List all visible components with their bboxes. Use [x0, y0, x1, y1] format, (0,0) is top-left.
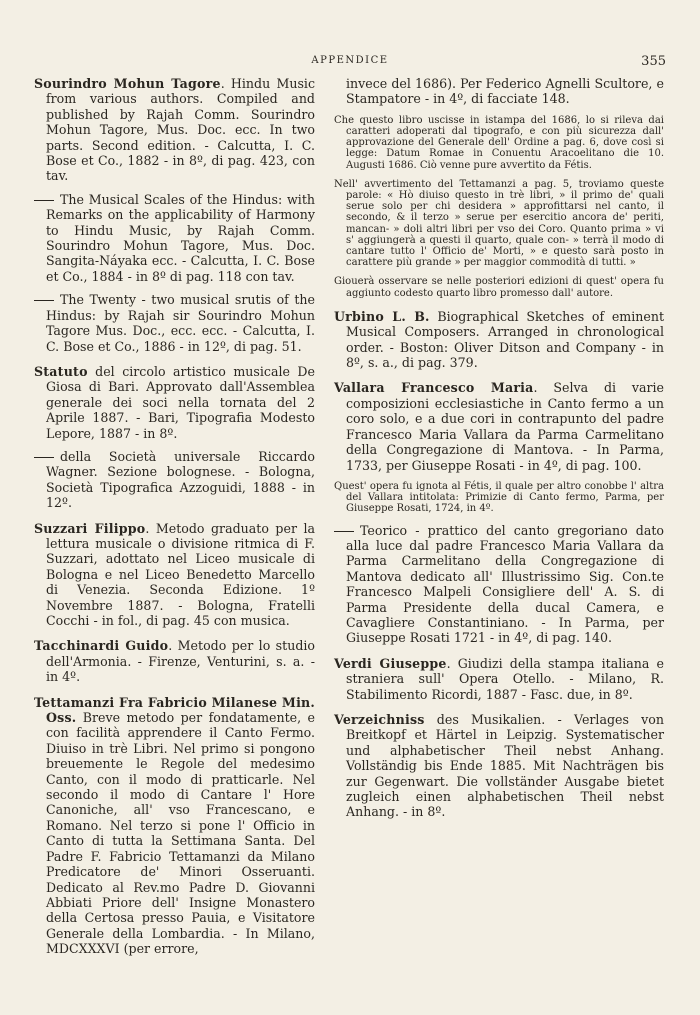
entry-tagore-hindu-music: [34, 76, 315, 184]
entry-text: The Twenty - two musical srutis of the Hindus: by Rajah sir Sourindro Mohun Tagore Mus. Doc., ecc. ecc. - Calcutta, I. C. Bose et Co., 1886 - in 12º, di pag. 51.: [46, 292, 315, 354]
entry-text: del circolo artistico musicale De Giosa di Bari. Approvato dall'Assemblea generale dei soci nella tornata del 2 Aprile 1887. - Bari, Tipografia Modesto Lepore, 1887 - in 8º.: [46, 363, 315, 441]
ditto-dash: [334, 531, 354, 532]
entry-heading: Verdi Giuseppe: [334, 655, 447, 671]
entry-statuto-bari: [34, 364, 315, 441]
entry-heading: Sourindro Mohun Tagore: [34, 76, 221, 91]
entry-text: . Metodo graduato per la lettura musicale o divisione ritmica di F. Suzzari, adottato nel Liceo musicale di Bologna e nel Liceo Benedetto Marcello di Venezia. Seconda Edizione. 1º Novembre 1887. - Bologna, Fratelli Cocchi - in fol., di pag. 45 con musica.: [46, 520, 316, 628]
right-column: [334, 76, 664, 830]
ditto-dash: [34, 457, 54, 458]
entry-heading: Tacchinardi Guido: [34, 638, 169, 654]
entry-heading: Statuto: [34, 363, 88, 379]
entry-heading: Tettamanzi Fra Fabricio Milanese Min. Oss.: [34, 694, 315, 726]
footnote: Che questo libro uscisse in istampa del 1686, lo si rileva dai caratteri adoperati dal tipografo, e con più sicurezza dall' approvazione del Generale dell' Ordine a pag. 6, dove così si legge: Datum Romae in Conuentu Aracoelitano die 10. Augusti 1686. Ciò venne pure avvertito da Fétis.: [334, 114, 664, 171]
footnote: Quest' opera fu ignota al Fétis, il quale per altro conobbe l' altra del Vallara intitolata: Primizie di Canto fermo, Parma, per Giuseppe Rosati, 1724, in 4º.: [334, 480, 664, 515]
entry-text: Biographical Sketches of eminent Musical Composers. Arranged in chronological order. - Boston: Oliver Ditson and Company - in 8º, s. a., di pag. 379.: [346, 308, 665, 371]
entry-heading: Suzzari Filippo: [34, 520, 146, 536]
entry-suzzari: [34, 521, 315, 629]
entry-heading: Verzeichniss: [334, 712, 425, 727]
footnote: Giouerà osservare se nelle posteriori edizioni di quest' opera fu aggiunto codesto quarto libro promesso dall' autore.: [334, 276, 664, 299]
entry-text: The Musical Scales of the Hindus: with Remarks on the applicability of Harmony to Hindu Music, by Rajah Comm. Sourindro Mohun Tagore, Mus. Doc. Sangita-Náyaka ecc. - Calcutta, I. C. Bose et Co., 1884 - in 8º di pag. 118 con tav.: [46, 191, 315, 284]
entry-statuto-wagner: [34, 449, 315, 511]
entry-heading: Vallara Francesco Maria: [334, 380, 534, 396]
entry-tacchinardi: [34, 638, 315, 684]
entry-text: della Società universale Riccardo Wagner. Sezione bolognese. - Bologna, Società Tipografica Azzoguidi, 1888 - in 12º.: [46, 448, 315, 511]
ditto-dash: [34, 300, 54, 301]
entry-verdi: [334, 656, 664, 702]
entry-tagore-musical-scales: [34, 192, 315, 284]
entry-text: Breve metodo per fondatamente, e con facilità apprendere il Canto Fermo. Diuiso in trè Libri. Nel primo si pongono breuemente le Regole del medesimo Canto, con il modo di pratticarle. Nel secondo il modo di Cantare l' Hore Canoniche, all' vso Francescano, e Romano. Nel terzo si pone l' Officio in Canto di tutta la Settimana Santa. Del Padre F. Fabricio Tettamanzi da Milano Predicatore de' Minori Osseruanti. Dedicato al Rev.mo Padre D. Giovanni Abbiati Priore dell' Insigne Monastero della Certosa presso Pauia, e Visitatore Generale della Lombardia. - In Milano, MDCXXXVI (per errore,: [46, 710, 315, 957]
entry-text: . Giudizi della stampa italiana e straniera sull' Opera Otello. - Milano, R. Stabilimento Ricordi, 1887 - Fasc. due, in 8º.: [346, 655, 664, 702]
entry-text: . Selva di varie composizioni ecclesiastiche in Canto fermo a un coro solo, e a due cori in contrapunto del padre Francesco Maria Vallara da Parma Carmelitano della Congregazione di Mantova. - In Parma, 1733, per Giuseppe Rosati - in 4º, di pag. 100.: [346, 380, 664, 473]
entry-urbino: [334, 309, 664, 371]
entry-vallara-teorico: [334, 523, 664, 646]
running-title: APPENDICE: [311, 55, 389, 66]
entry-text: des Musikalien. - Verlages von Breitkopf et Härtel in Leipzig. Systematischer und alphabetischer Theil nebst Anhang. Vollständig bis Ende 1885. Mit Nachträgen bis zur Gegenwart. Die vollständer Ausgabe bietet zugleich einen alphabetischen Theil nebst Anhang. - in 8º.: [346, 712, 664, 820]
entry-tettamanzi: [34, 695, 315, 957]
footnote: Nell' avvertimento del Tettamanzi a pag. 5, troviamo queste parole: « Hò diuiso questo in trè libri, » il primo de' quali serue solo per chi desidera » approfittarsi nel canto, il secondo, & il terzo » serue per esercitio ancora de' periti, mancan- » doli altri libri per vso dei Coro. Quanto prima » vi s' aggiungerà a questi il quarto, quale con- » terrà il modo di cantare tutto l' Officio de' Morti, » e questo sarà posto in carattere più grande » per maggior commodità di tutti. »: [334, 178, 664, 269]
left-column: [34, 76, 315, 967]
entry-text: . Hindu Music from various authors. Compiled and published by Rajah Comm. Sourindro Mohun Tagore, Mus. Doc. ecc. In two parts. Second edition. - Calcutta, I. C. Bose et Co., 1882 - in 8º, di pag. 423, con tav.: [46, 76, 315, 184]
entry-vallara-selva: [334, 380, 664, 472]
entry-tagore-srutis: [34, 292, 315, 354]
entry-tettamanzi-continued: invece del 1686). Per Federico Agnelli Scultore, e Stampatore - in 4º, di facciate 148.: [346, 76, 664, 107]
entry-text: Teorico - prattico del canto gregoriano dato alla luce dal padre Francesco Maria Vallara da Parma Carmelitano della Congregazione di Mantova dedicato all' Illustrissimo Sig. Con.te Francesco Malpeli Consigliere dell' A. S. di Parma Presidente della ducal Camera, e Cavagliere Constantiniano. - In Parma, per Giuseppe Rosati 1721 - in 4º, di pag. 140.: [346, 522, 664, 646]
page-header: [34, 55, 666, 71]
entry-verzeichniss: [334, 712, 664, 820]
page-number: 355: [641, 54, 666, 69]
entry-text: . Metodo per lo studio dell'Armonia. - Firenze, Venturini, s. a. - in 4º.: [46, 638, 315, 685]
entry-heading: Urbino L. B.: [334, 308, 430, 324]
ditto-dash: [34, 200, 54, 201]
